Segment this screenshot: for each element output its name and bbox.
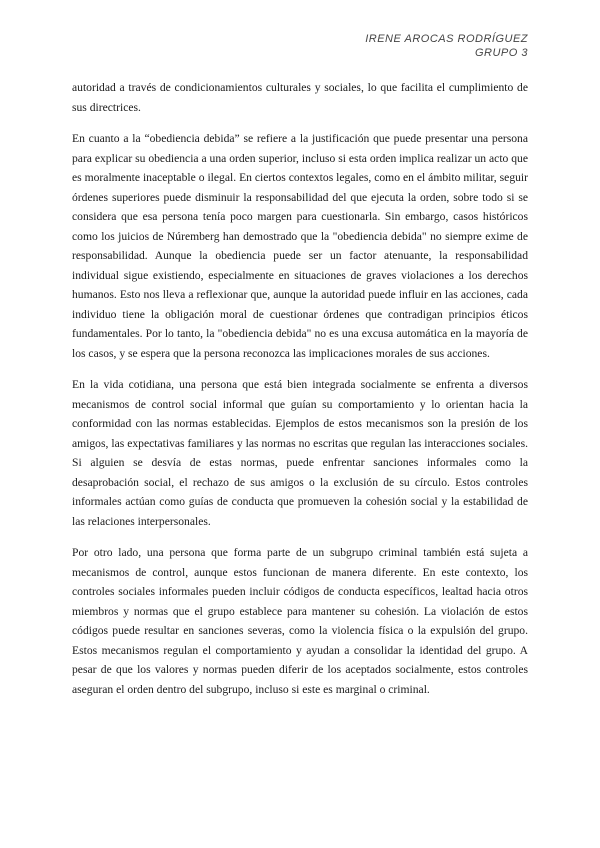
author-name: IRENE AROCAS RODRÍGUEZ — [365, 33, 528, 45]
paragraph-3: En la vida cotidiana, una persona que está bien integrada socialmente se enfrenta a diversos mecanismos de control social informal que guían su comportamiento y lo orientan hacia la conformidad con las normas establecidas. Ejemplos de estos mecanismos son la presión de los amigos, las expectativas familiares y las normas no escritas que regulan las interacciones sociales. Si alguien se desvía de estas normas, puede enfrentar sanciones informales como la desaprobación social, el rechazo de sus amigos o la exclusión de su círculo. Estos controles informales actúan como guías de conducta que promueven la cohesión social y la estabilidad de las relaciones interpersonales. — [72, 378, 528, 528]
paragraph-4: Por otro lado, una persona que forma parte de un subgrupo criminal también está sujeta a mecanismos de control, aunque estos funcionan de manera diferente. En este contexto, los controles sociales informales pueden incluir códigos de conducta específicos, lealtad hacia otros miembros y normas que el grupo establece para mantener su cohesión. La violación de estos códigos puede resultar en sanciones severas, como la violencia física o la expulsión del grupo. Estos mecanismos regulan el comportamiento y ayudan a consolidar la identidad del grupo. A pesar de que los valores y normas pueden diferir de los aceptados socialmente, estos controles aseguran el orden dentro del subgrupo, incluso si este es marginal o criminal. — [72, 546, 528, 696]
paragraph-1: autoridad a través de condicionamientos culturales y sociales, lo que facilita el cumplimiento de sus directrices. — [72, 81, 528, 114]
paragraph-2: En cuanto a la “obediencia debida” se refiere a la justificación que puede presentar una persona para explicar su obediencia a una orden superior, incluso si esta orden implica realizar un acto que es moralmente inaceptable o ilegal. En ciertos contextos legales, como en el ámbito militar, seguir órdenes superiores puede disminuir la responsabilidad del que ejecuta la orden, sobre todo si se considera que esa persona tenía poco margen para cuestionarla. Sin embargo, casos históricos como los juicios de Núremberg han demostrado que la "obediencia debida" no siempre exime de responsabilidad. Aunque la obediencia puede ser un factor atenuante, la responsabilidad individual sigue existiendo, especialmente en situaciones de graves violaciones a los derechos humanos. Esto nos lleva a reflexionar que, aunque la autoridad puede influir en las acciones, cada individuo tiene la obligación moral de cuestionar órdenes que contradigan principios éticos fundamentales. Por lo tanto, la "obediencia debida" no es una excusa automática en la mayoría de los casos, y se espera que la persona reconozca las implicaciones morales de sus acciones. — [72, 132, 528, 360]
document-body — [72, 78, 528, 711]
page-header — [365, 32, 528, 60]
group-label: GRUPO 3 — [474, 47, 528, 59]
